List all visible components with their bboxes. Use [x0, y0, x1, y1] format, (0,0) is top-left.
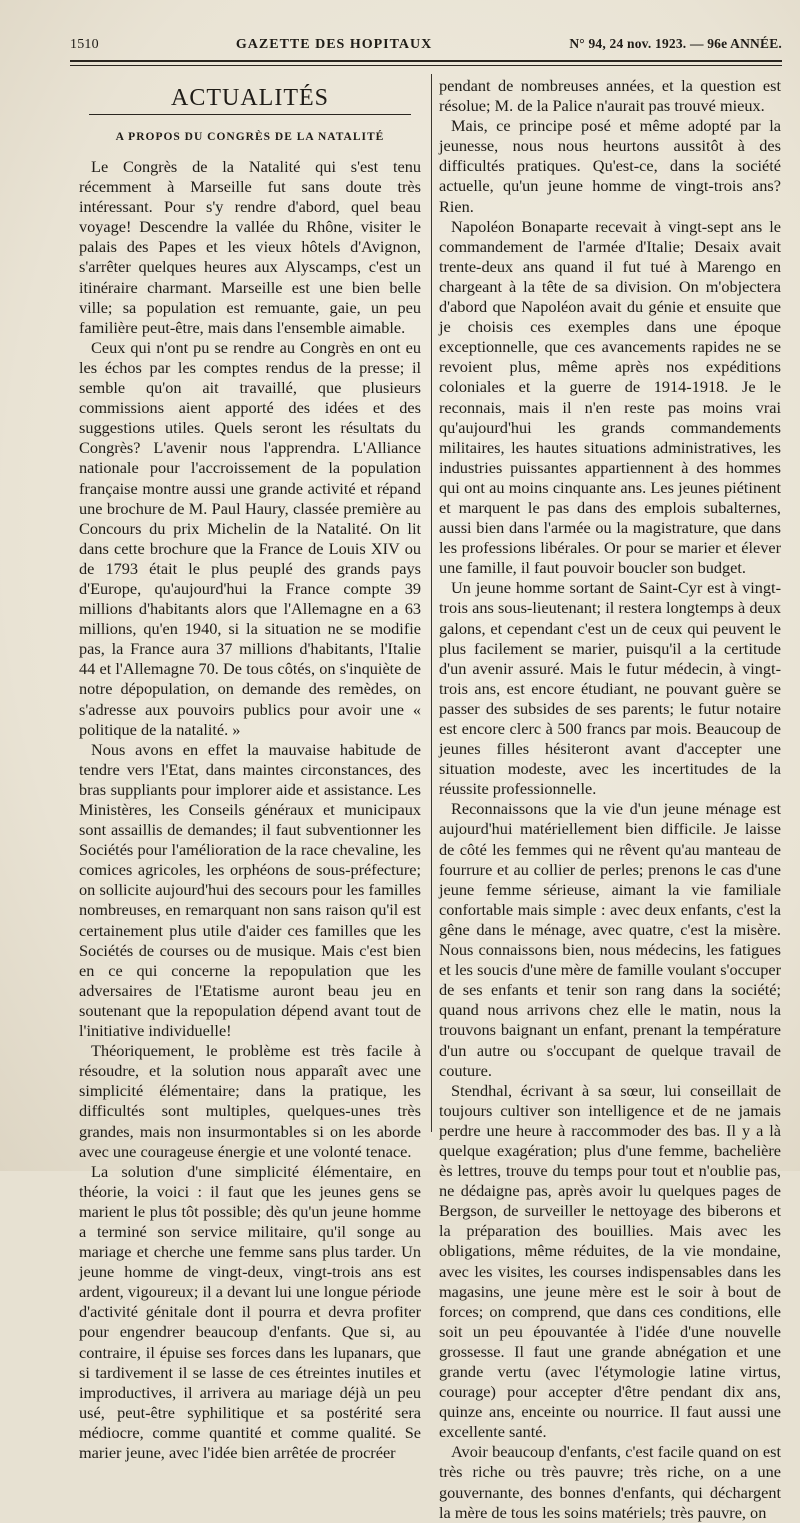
header-rule-thin	[70, 65, 782, 66]
paragraph: Stendhal, écrivant à sa sœur, lui conseillait de toujours cultiver son intelligence et de ne jamais perdre une heure à raccommoder des bas. Il y a là quelque exagération; plus d'une femme, bachelière ès lettres, trouve du temps pour tout et n'oublie pas, ne dédaigne pas, après avoir lu quelques pages de Bergson, de surveiller le nettoyage des biberons et la préparation des bouillies. Mais avec les obligations, même réduites, de la vie mondaine, avec les visites, les courses indispensables dans les magasins, une jeune mère est le soir à bout de forces; on comprend, que dans ces conditions, elle soit un peu épouvantée à l'idée d'une nouvelle grossesse. Il faut une grande abnégation et une grande vertu (avec l'étymologie latine virtus, courage) pour accepter d'être pendant dix ans, quinze ans, enceinte ou nourrice. Il faut aussi une excellente santé.	[439, 1080, 781, 1442]
paragraph: Théoriquement, le problème est très facile à résoudre, et la solution nous apparaît avec une simplicité élémentaire; dans la pratique, les difficultés sont multiples, quelques-unes très grandes, mais non insurmontables si on les aborde avec une courageuse énergie et une volonté tenace.	[79, 1041, 421, 1161]
article-title: A PROPOS DU CONGRÈS DE LA NATALITÉ	[115, 131, 385, 143]
column-divider	[431, 74, 432, 1132]
paragraph: Un jeune homme sortant de Saint-Cyr est à vingt-trois ans sous-lieutenant; il restera longtemps à deux galons, et cependant c'est un de ceux qui peuvent le plus facilement se marier, puisqu'il a la certitude d'un avenir assuré. Mais le futur médecin, à vingt-trois ans, est encore étudiant, ne pouvant guère se passer des subsides de ses parents; le futur notaire est encore clerc à 500 francs par mois. Beaucoup de jeunes filles hésiteront avant d'accepter une situation modeste, avec les incertitudes de la réussite professionnelle.	[439, 578, 781, 799]
paragraph: La solution d'une simplicité élémentaire, en théorie, la voici : il faut que les jeunes gens se marient le plus tôt possible; dès qu'un jeune homme a terminé son service militaire, qu'il songe au mariage et cherche une femme sans plus tarder. Un jeune homme de vingt-deux, vingt-trois ans est ardent, vigoureux; il a devant lui une longue période d'activité génitale dont il pourra et devra profiter pour engendrer beaucoup d'enfants. Que si, au contraire, il épuise ses forces dans les lupanars, que si tardivement il se lasse de ces étreintes inutiles et improductives, il arrivera au mariage déjà un peu usé, peut-être syphilitique et sa postérité sera médiocre, comme quantité et comme qualité. Se marier jeune, avec l'idée bien arrêtée de procréer	[79, 1161, 421, 1462]
paragraph: Ceux qui n'ont pu se rendre au Congrès en ont eu les échos par les comptes rendus de la presse; il semble qu'on ait travaillé, que plusieurs commissions aient apporté des idées et des suggestions utiles. Quels seront les résultats du Congrès? L'avenir nous l'apprendra. L'Alliance nationale pour l'accroissement de la population française montre aussi une grande activité et répand une brochure de M. Paul Haury, classée première au Concours du prix Michelin de la Natalité. On lit dans cette brochure que la France de Louis XIV ou de 1793 était le plus peuplé des grands pays d'Europe, qu'aujourd'hui la France compte 39 millions d'habitants alors que l'Allemagne en a 63 millions, qu'en 1940, si la situation ne se modifie pas, la France aura 37 millions d'habitants, l'Italie 44 et l'Allemagne 70. De tous côtés, on s'inquiète de notre dépopulation, on demande des remèdes, on s'adresse aux pouvoirs publics pour avoir une « politique de la natalité. »	[79, 337, 421, 739]
journal-title: GAZETTE DES HOPITAUX	[235, 37, 433, 52]
issue-info: N° 94, 24 nov. 1923. — 96e ANNÉE.	[569, 36, 782, 51]
paragraph: pendant de nombreuses années, et la question est résolue; M. de la Palice n'aurait pas trouvé mieux.	[439, 76, 781, 116]
page-number: 1510	[70, 37, 99, 52]
paragraph: Nous avons en effet la mauvaise habitude de tendre vers l'Etat, dans maintes circonstances, des bras suppliants pour implorer aide et assistance. Les Ministères, les Conseils généraux et municipaux sont assaillis de demandes; il faut subventionner les Sociétés pour l'amélioration de la race chevaline, les comices agricoles, les orphéons de sous-préfecture; on sollicite aujourd'hui des secours pour les familles nombreuses, en remarquant non sans raison qu'il est certainement plus utile d'aider ces familles que les Sociétés de courses ou de musique. Mais c'est bien en ce qui concerne la repopulation que les adversaires de l'Etatisme auront beau jeu en soutenant que la repopulation dépend avant tout de l'initiative individuelle!	[79, 739, 421, 1041]
section-heading: ACTUALITÉS	[171, 85, 329, 111]
header-rule-thick	[70, 60, 782, 62]
paragraph: Reconnaissons que la vie d'un jeune ménage est aujourd'hui matériellement bien difficile. Je laisse de côté les femmes qui ne rêvent qu'au manteau de fourrure et au collier de perles; prenons le cas d'une jeune femme sérieuse, aimant la vie familiale confortable mais simple : avec deux enfants, c'est la gêne dans le ménage, avec quatre, c'est la misère. Nous connaissons bien, nous médecins, les fatigues et les soucis d'une mère de famille voulant s'occuper de ses enfants et tenir son rang dans la société; quand nous arrivons chez elle le matin, nous la trouvons baignant un enfant, prenant la température d'un autre ou s'occupant de quelque travail de couture.	[439, 799, 781, 1080]
paragraph: Le Congrès de la Natalité qui s'est tenu récemment à Marseille fut sans doute très intéressant. Pour s'y rendre d'abord, quel beau voyage! Descendre la vallée du Rhône, visiter le palais des Papes et les vieux hôtels d'Avignon, s'arrêter quelques heures aux Alyscamps, c'est un itinéraire charmant. Marseille est une bien belle ville; sa population est remuante, gaie, un peu familière peut-être, mais dans l'ensemble aimable.	[79, 157, 421, 337]
paragraph: Mais, ce principe posé et même adopté par la jeunesse, nous nous heurtons aussitôt à des difficultés pratiques. Qu'est-ce, dans la société actuelle, qu'un jeune homme de vingt-trois ans? Rien.	[439, 116, 781, 216]
running-header	[70, 36, 782, 58]
paragraph: Avoir beaucoup d'enfants, c'est facile quand on est très riche ou très pauvre; très riche, on a une gouvernante, des bonnes d'enfants, qui déchargent la mère de tous les soins matériels; très pauvre, on	[439, 1442, 781, 1522]
section-rule	[89, 114, 411, 115]
left-column	[79, 74, 421, 1463]
paragraph: Napoléon Bonaparte recevait à vingt-sept ans le commandement de l'armée d'Italie; Desaix avait trente-deux ans quand il fut tué à Marengo en chargeant à la tête de sa division. On m'objectera d'abord que Napoléon avait du génie et ensuite que je choisis ces exemples dans une époque exceptionnelle, que ces avancements rapides ne se revoient plus, même après nos expéditions coloniales et la guerre de 1914-1918. Je le reconnais, mais il n'en reste pas moins vrai qu'aujourd'hui les grands commandements militaires, les hautes situations administratives, les industries puissantes appartiennent à des hommes qui ont au moins cinquante ans. Les jeunes piétinent et marquent le pas dans des emplois subalternes, aussi bien dans l'armée ou la magistrature, que dans les professions libérales. Or pour se marier et élever une famille, il faut pouvoir boucler son budget.	[439, 216, 781, 578]
right-column	[439, 76, 781, 1523]
